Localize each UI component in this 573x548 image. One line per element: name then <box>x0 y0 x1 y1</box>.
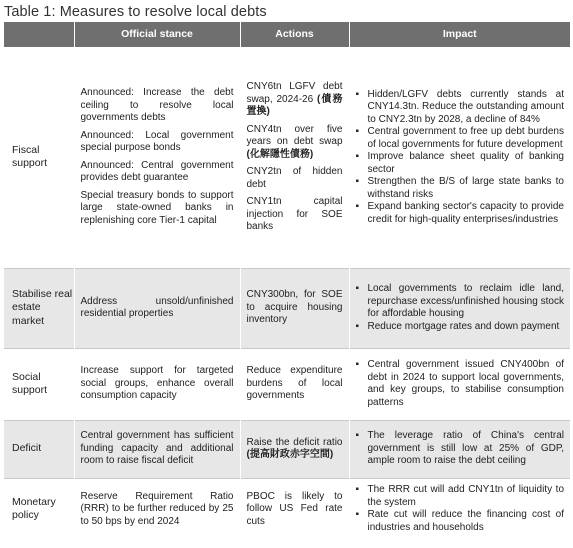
action-cell <box>240 268 349 348</box>
action-item <box>247 196 343 234</box>
header-row <box>4 22 570 47</box>
impact-item: ▪ Hidden/LGFV debts currently stands at CNY14.3tn. Reduce the outstanding amount to CNY2.3tn by 2028, a decline of 84% <box>354 89 565 127</box>
header-official-stance: Official stance <box>74 22 240 47</box>
stance-item: Announced: Increase the debt ceiling to resolve local governments debts <box>80 87 234 124</box>
action-chinese-term: (提高財政赤字空間) <box>246 449 334 460</box>
action-item: CNY300bn, for SOE to acquire housing inventory <box>246 289 343 326</box>
action-item <box>247 81 343 119</box>
category-cell: Monetary policy <box>4 478 74 540</box>
impact-list <box>354 89 565 227</box>
action-chinese-term: (化解隱性債務) <box>246 148 314 160</box>
impact-item: ▪ Expand banking sector's capacity to provide credit for high-quality enterprises/industries <box>354 201 565 226</box>
action-cell <box>240 478 349 540</box>
action-text: CNY1tn capital injection for SOE banks <box>246 196 343 232</box>
header-impact: Impact <box>349 22 570 47</box>
table-row-social-support <box>4 348 570 420</box>
header-actions: Actions <box>240 22 349 47</box>
action-text: CNY6tn LGFV debt swap, 2024-26 <box>246 81 343 105</box>
action-chinese-term: (債務置換) <box>246 93 343 117</box>
action-text: Raise the deficit ratio <box>246 436 343 448</box>
stance-item: Special treasury bonds to support large state-owned banks in replenishing core Tier-1 capital <box>80 189 234 226</box>
table-row-real-estate <box>4 268 570 348</box>
stance-cell <box>74 47 240 268</box>
stance-cell <box>74 348 240 420</box>
stance-item: Announced: Local government special purpose bonds <box>80 129 234 154</box>
impact-cell <box>349 420 570 478</box>
impact-item: ▪ Strengthen the B/S of large state banks to withstand risks <box>354 176 565 201</box>
action-cell <box>240 348 349 420</box>
measures-table <box>4 22 570 540</box>
table-title: Table 1: Measures to resolve local debts <box>4 4 267 20</box>
category-cell: Social support <box>4 348 74 420</box>
header-category <box>4 22 74 47</box>
category-cell: Deficit <box>4 420 74 478</box>
action-text: CNY4tn over five years on debt swap <box>246 123 343 147</box>
action-item <box>247 437 343 462</box>
impact-item: ▪ Local governments to reclaim idle land, repurchase excess/unfinished housing stock for affordable housing <box>354 283 565 321</box>
action-cell <box>240 420 349 478</box>
impact-item: ▪ Central government issued CNY400bn of debt in 2024 to support local governments, and key groups, to stabilise consumption patterns <box>354 359 565 409</box>
impact-list <box>354 359 565 409</box>
action-item <box>247 124 343 162</box>
category-cell: Fiscal support <box>4 47 74 268</box>
action-cell <box>240 47 349 268</box>
impact-cell <box>349 47 570 268</box>
action-item: Reduce expenditure burdens of local governments <box>246 365 343 402</box>
impact-item: ▪ The RRR cut will add CNY1tn of liquidity to the system <box>354 484 565 509</box>
stance-item: Address unsold/unfinished residential properties <box>80 295 234 319</box>
impact-item: ▪ The leverage ratio of China's central government is still low at 25% of GDP, ample room to raise the debt ceiling <box>354 430 565 468</box>
action-item: PBOC is likely to follow US Fed rate cuts <box>246 490 343 527</box>
stance-cell <box>74 268 240 348</box>
impact-cell <box>349 268 570 348</box>
impact-cell <box>349 478 570 540</box>
category-cell: Stabilise real estate market <box>4 268 74 348</box>
table-row-deficit <box>4 420 570 478</box>
table-row-fiscal-support <box>4 47 570 268</box>
impact-cell <box>349 348 570 420</box>
action-item <box>247 166 343 191</box>
impact-item: ▪ Reduce mortgage rates and down payment <box>354 321 565 334</box>
table-row-monetary-policy <box>4 478 570 540</box>
action-text: CNY2tn of hidden debt <box>246 166 343 190</box>
impact-item: ▪ Improve balance sheet quality of banking sector <box>354 151 565 176</box>
stance-cell <box>74 420 240 478</box>
stance-cell <box>74 478 240 540</box>
stance-item: Reserve Requirement Ratio (RRR) to be further reduced by 25 to 50 bps by end 2024 <box>80 490 234 527</box>
impact-list <box>354 484 565 534</box>
stance-item: Increase support for targeted social groups, enhance overall consumption capacity <box>80 365 234 402</box>
impact-item: ▪ Rate cut will reduce the financing cost of industries and households <box>354 509 565 534</box>
impact-list <box>354 283 565 333</box>
stance-item: Central government has sufficient funding capacity and additional room to raise fiscal deficit <box>80 430 234 467</box>
stance-item: Announced: Central government provides debt guarantee <box>80 159 234 184</box>
impact-list <box>354 430 565 468</box>
impact-item: ▪ Central government to free up debt burdens of local governments for future development <box>354 126 565 151</box>
